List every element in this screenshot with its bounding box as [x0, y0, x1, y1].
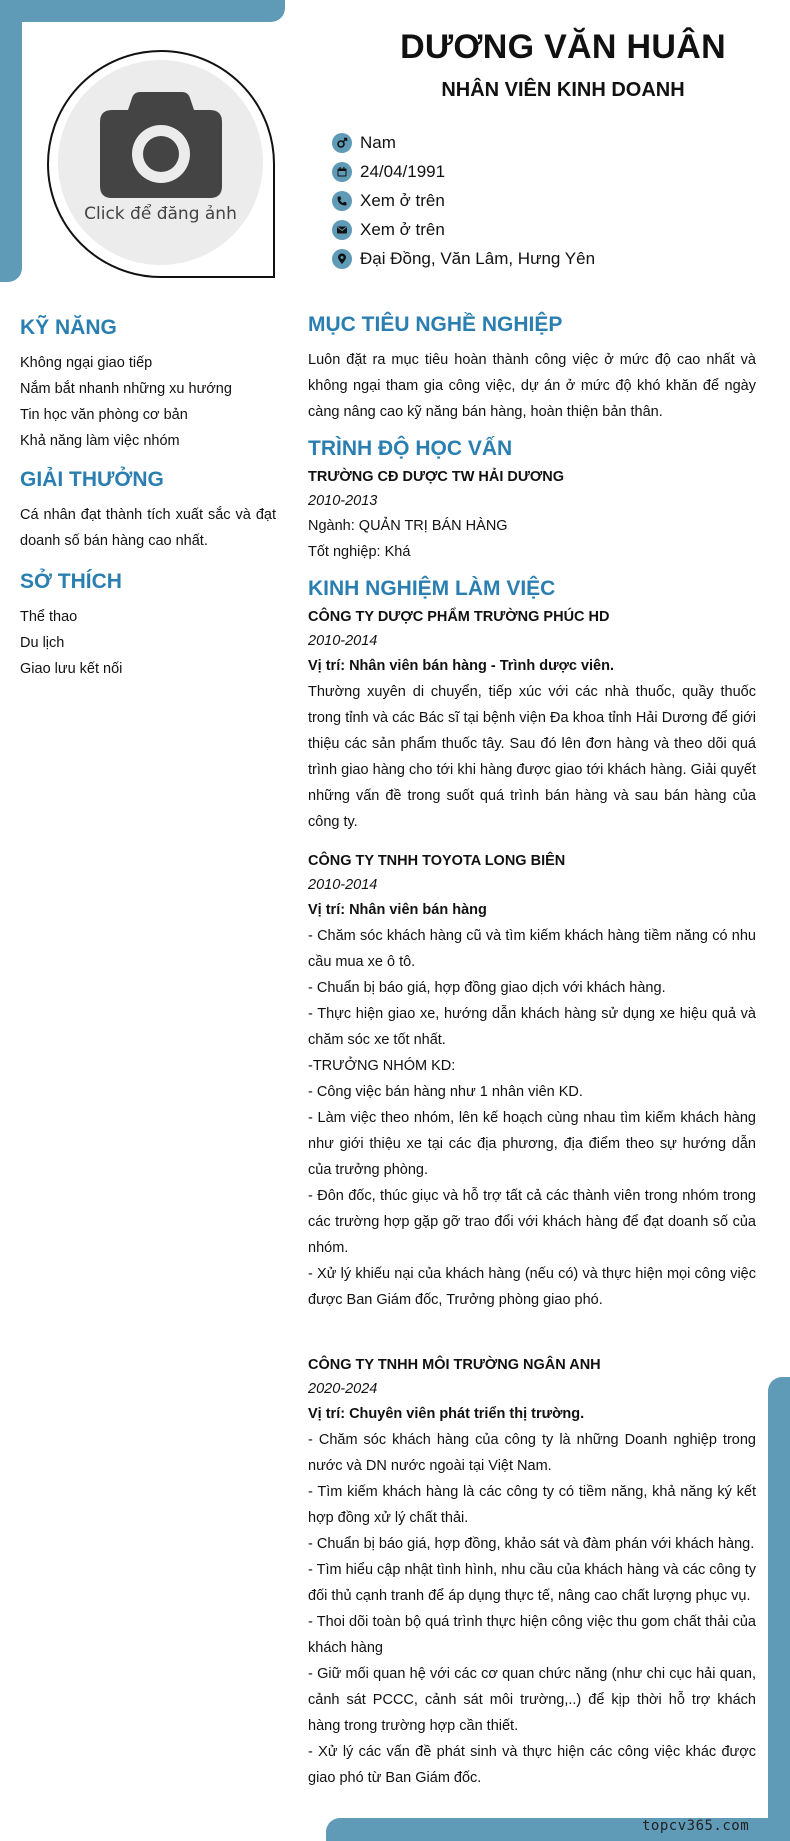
job-role: Vị trí: Nhân viên bán hàng - Trình dược viên. [308, 658, 615, 674]
experience-title: KINH NGHIỆM LÀM VIỆC [308, 577, 556, 600]
gender-icon [332, 133, 352, 153]
skill-item: Không ngại giao tiếp [20, 355, 153, 371]
objective-title: MỤC TIÊU NGHỀ NGHIỆP [308, 313, 563, 336]
candidate-name: DƯƠNG VĂN HUÂN [400, 28, 726, 66]
experience-section [308, 577, 756, 1791]
watermark: topcv365.com [642, 1818, 750, 1834]
skill-item: Nắm bắt nhanh những xu hướng [20, 381, 232, 397]
calendar-icon [332, 162, 352, 182]
job-role: Vị trí: Chuyên viên phát triển thị trường. [308, 1406, 585, 1422]
job-task: - Chuẩn bị báo giá, hợp đồng giao dịch với khách hàng. [308, 980, 666, 996]
job-company: CÔNG TY TNHH MÔI TRƯỜNG NGÂN ANH [308, 1357, 601, 1373]
right-accent-bar [768, 1377, 790, 1841]
job-entry [308, 849, 756, 1313]
left-column [20, 316, 276, 682]
job-task: - Đôn đốc, thúc giục và hỗ trợ tất cả các thành viên trong nhóm trong các trường hợp gặp gỡ trao đổi với khách hàng để đạt doanh số của nhóm. [308, 1188, 756, 1256]
school-name: TRƯỜNG CĐ DƯỢC TW HẢI DƯƠNG [308, 469, 565, 485]
hobbies-title: SỞ THÍCH [20, 570, 122, 593]
hobby-item: Du lịch [20, 635, 65, 651]
job-task: - Chăm sóc khách hàng cũ và tìm kiếm khách hàng tiềm năng có nhu cầu mua xe ô tô. [308, 928, 756, 970]
contact-email-text: Xem ở trên [360, 219, 445, 239]
contact-phone-text: Xem ở trên [360, 190, 445, 210]
education-major: Ngành: QUẢN TRỊ BÁN HÀNG [308, 518, 508, 534]
job-company: CÔNG TY TNHH TOYOTA LONG BIÊN [308, 853, 566, 869]
job-task: - Giữ mối quan hệ với các cơ quan chức năng (như chi cục hải quan, cảnh sát PCCC, cảnh sát môi trường,..) để kịp thời hỗ trợ khách hàng trong trường hợp cần thiết. [308, 1666, 756, 1734]
contact-phone [332, 186, 595, 215]
skill-item: Tin học văn phòng cơ bản [20, 407, 188, 423]
job-years: 2020-2024 [308, 1381, 378, 1397]
left-accent-bar [0, 0, 22, 282]
job-task: - Làm việc theo nhóm, lên kế hoạch cùng nhau tìm kiếm khách hàng như giới thiệu xe tại các địa phương, địa điểm theo sự hướng dẫn của trưởng phòng. [308, 1110, 756, 1178]
job-task: -TRƯỞNG NHÓM KD: [308, 1058, 456, 1074]
job-description: Thường xuyên di chuyển, tiếp xúc với các nhà thuốc, quầy thuốc trong tỉnh và các Bác sĩ tại bệnh viện Đa khoa tỉnh Hải Dương để giới thiệu các sản phẩm thuốc tây. Sau đó lên đơn hàng và theo dõi quá trình giao hàng cho tới khi hàng được giao tới khách hàng. Giải quyết những vấn đề trong suốt quá trình bán hàng và sau bán hàng của công ty. [308, 684, 756, 830]
job-task: - Công việc bán hàng như 1 nhân viên KD. [308, 1084, 583, 1100]
hobby-item: Thể thao [20, 609, 78, 625]
contact-birthday-text: 24/04/1991 [360, 161, 446, 181]
awards-section [20, 468, 276, 554]
hobbies-section [20, 570, 276, 682]
job-task: - Xử lý các vấn đề phát sinh và thực hiện các công việc khác được giao phó từ Ban Giám đốc. [308, 1744, 756, 1786]
top-accent-bar [0, 0, 285, 22]
job-task: - Tìm kiếm khách hàng là các công ty có tiềm năng, khả năng ký kết hợp đồng xử lý chất thải. [308, 1484, 756, 1526]
job-role: Vị trí: Nhân viên bán hàng [308, 902, 487, 918]
hobby-item: Giao lưu kết nối [20, 661, 123, 677]
skills-section [20, 316, 276, 454]
awards-text: Cá nhân đạt thành tích xuất sắc và đạt doanh số bán hàng cao nhất. [20, 507, 276, 549]
education-years: 2010-2013 [308, 493, 378, 509]
job-years: 2010-2014 [308, 633, 378, 649]
contact-birthday [332, 157, 595, 186]
job-task: - Chăm sóc khách hàng của công ty là những Doanh nghiệp trong nước và DN nước ngoài tại Việt Nam. [308, 1432, 756, 1474]
candidate-position: NHÂN VIÊN KINH DOANH [441, 79, 685, 101]
job-entry [308, 1353, 756, 1791]
job-years: 2010-2014 [308, 877, 378, 893]
awards-title: GIẢI THƯỞNG [20, 468, 164, 491]
skills-title: KỸ NĂNG [20, 316, 117, 339]
education-section [308, 437, 756, 565]
contact-gender-text: Nam [360, 132, 396, 152]
job-task: - Tìm hiểu cập nhật tình hình, nhu cầu của khách hàng và các công ty đối thủ cạnh tranh để áp dụng thực tế, nâng cao chất lượng phục vụ. [308, 1562, 756, 1604]
job-company: CÔNG TY DƯỢC PHẨM TRƯỜNG PHÚC HD [308, 609, 610, 625]
avatar-hint[interactable]: Click để đăng ảnh [84, 204, 237, 224]
job-task: - Chuẩn bị báo giá, hợp đồng, khảo sát và đàm phán với khách hàng. [308, 1536, 755, 1552]
contact-list [332, 128, 595, 273]
location-icon [332, 249, 352, 269]
camera-icon[interactable] [100, 92, 222, 198]
job-task: - Xử lý khiếu nại của khách hàng (nếu có) và thực hiện mọi công việc được Ban Giám đốc, Trưởng phòng giao phó. [308, 1266, 756, 1308]
contact-gender [332, 128, 595, 157]
contact-address-text: Đại Đồng, Văn Lâm, Hưng Yên [360, 248, 596, 268]
job-entry [308, 605, 756, 835]
contact-email [332, 215, 595, 244]
contact-address [332, 244, 595, 273]
objective-section [308, 313, 756, 425]
skill-item: Khả năng làm việc nhóm [20, 433, 180, 449]
job-task: - Thực hiện giao xe, hướng dẫn khách hàng sử dụng xe hiệu quả và chăm sóc xe tốt nhất. [308, 1006, 756, 1048]
objective-text: Luôn đặt ra mục tiêu hoàn thành công việc ở mức độ cao nhất và không ngại tham gia công việc, dự án ở mức độ khó khăn để ngày càng nâng cao kỹ năng bán hàng, hoàn thiện bản thân. [308, 352, 756, 420]
job-task: - Thoi dõi toàn bộ quá trình thực hiện công việc thu gom chất thải của khách hàng [308, 1614, 756, 1656]
phone-icon [332, 191, 352, 211]
education-title: TRÌNH ĐỘ HỌC VẤN [308, 437, 513, 460]
right-column [308, 313, 756, 1791]
education-grade: Tốt nghiệp: Khá [308, 544, 411, 560]
email-icon [332, 220, 352, 240]
